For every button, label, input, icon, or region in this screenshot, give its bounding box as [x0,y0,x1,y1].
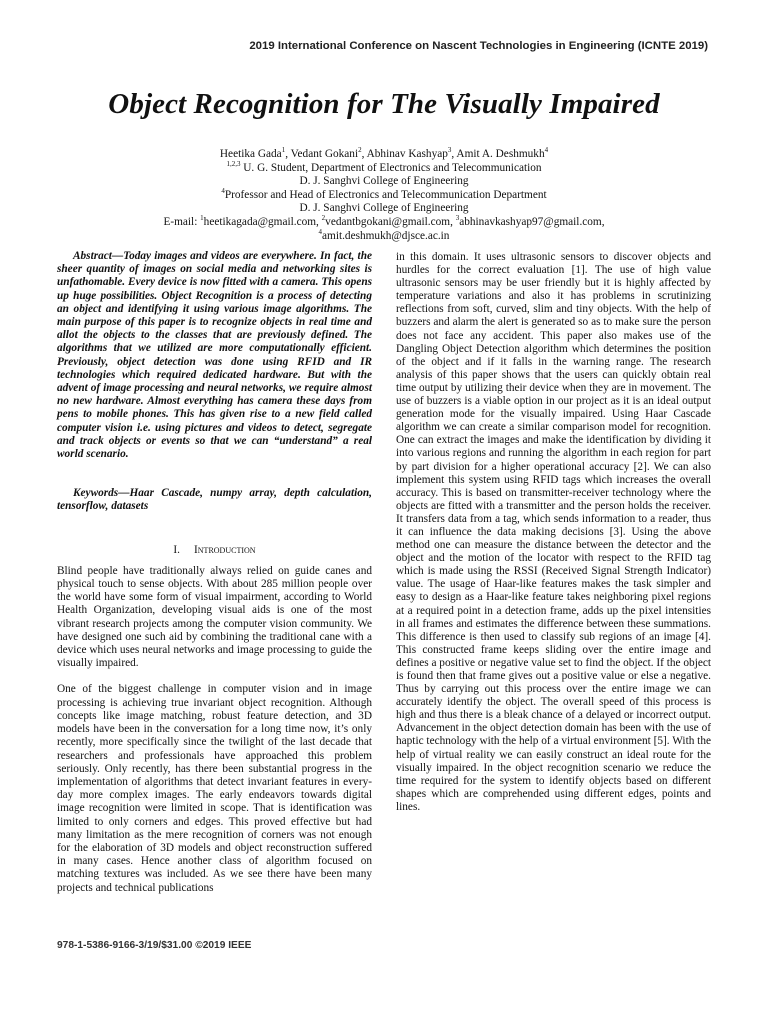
affiliation-text: Professor and Head of Electronics and Telecommunication Department [224,188,547,201]
email-sup: 3 [455,214,460,223]
email-address: heetikagada@gmail.com, [203,215,322,228]
email-sup: 1 [200,214,204,223]
conference-header: 2019 International Conference on Nascent Technologies in Engineering (ICNTE 2019) [249,40,708,52]
author-name: Heetika Gada [219,148,282,160]
email-sup: 4 [318,227,323,236]
affiliation-sup: 4 [221,187,225,196]
author-name: Abhinav Kashyap [366,148,448,160]
email-address: amit.deshmukh@djsce.ac.in [322,229,450,242]
paper-title: Object Recognition for The Visually Impaired [108,88,660,120]
author-block [60,148,708,243]
author-name: Vedant Gokani [290,148,359,160]
email-line-2 [60,227,708,244]
author-names: Heetika Gada$^1$, Vedant Gokani$^2$, Abhinav Kashyap$^3$, Amit A. Deshmukh$^4$ [219,146,549,160]
affiliation-text: U. G. Student, Department of Electronics and Telecommunication [240,161,542,174]
email-line [60,216,708,230]
left-column [57,250,372,908]
email-label: E-mail: [163,215,201,228]
section-name: Introduction [194,543,256,556]
author-name: Amit A. Deshmukh [456,148,545,160]
email-sup: 2 [321,214,326,223]
footer-isbn: 978-1-5386-9166-3/19/$31.00 ©2019 IEEE [57,940,252,951]
section-number: I. [173,543,181,556]
abstract-lead: Abstract— [73,250,124,262]
author-sup: 1 [281,146,286,155]
body-paragraph: in this domain. It uses ultrasonic sensors to discover objects and hurdles for the correct evaluation [1]. The use of high value ultrasonic sensors may be user friendly but it is highly affected by temperature variations and also it has problems in scrutinizing reflections from soft, curved, slim and tiny objects. With the help of buzzers and alarm the alert is generated so as to make sure the person does not face any accident. This paper also makes use of the Dangling Object Detection algorithm which determines the position of the object and if it falls in the warning range. The research analysis of this paper shows that the users can quickly obtain real time output by utilizing their device when they are in movement. The use of buzzers is a viable option in our project as it is an ideal output generation mode for the visually impaired. Using Haar Cascade algorithm we can create a similar comparison model for recognition. One can extract the images and make the identification by dividing it into various regions and running the algorithm in each region for part by part division for a higher operational accuracy [2]. We can also implement this system using RFID tags which increases the overall accuracy. This is based on transmitter-receiver technology where the objects are fitted with a transmitter and the person holds the receiver. It transfers data from a tag, which sends information to a reader, thus it can influence the data making decisions [3]. Using the above method one can measure the distance between the detector and the object and the motion of the locator with respect to the RFID tag which is made using the RSSI (Received Signal Strength Indicator) value. The usage of Haar-like features makes the task simpler and easy to design as a Haar-like feature takes neighboring pixel regions at a required point in a detection frame, adds up the pixel intensities in all frames and estimates the difference between these summations. This difference is then used to classify sub regions of an image [4]. This constructed frame keeps sliding over the entire image and defines a positive or negative value set to find the object. If the object is found then that frame gives out a positive value or else a negative. Thus by carrying out this process over the entire image we can accurately identify the object. The overall speed of this process is high and thus there is a bleak chance of a delayed or incorrect output. Advancement in the object detection domain has been with the use of haptic technology with the help of a virtual environment [5]. With the help of virtual reality we can easily construct an ideal route for the visually impaired. In the object recognition scenario we reduce the time required for the system to identify objects based on different shapes which are comprehended using different edges, points and lines. [396,251,711,813]
affiliation-sup: 1,2,3 [226,159,241,168]
author-sup: 2 [358,146,362,155]
keywords-lead: Keywords— [73,487,130,500]
body-paragraph: Blind people have traditionally always relied on guide canes and physical touch to sense objects. With about 285 million people over the world have some form of visual impairment, according to World Health Organization, developing visual aids is one of the most vibrant research projects among the computer vision community. We have designed one such aid by combining the traditional cane with a device which uses neural networks and image processing to guide the visually impaired. [57,564,372,670]
keywords [57,487,372,513]
affiliation-2 [60,189,708,203]
keywords-text: Haar Cascade, numpy array, depth calculation, tensorflow, datasets [57,487,372,513]
email-address: abhinavkashyap97@gmail.com, [459,215,605,228]
email-address: vedantbgokani@gmail.com, [325,215,456,228]
abstract [57,250,372,461]
affiliation-1-college: D. J. Sanghvi College of Engineering [299,175,469,188]
affiliation-2-college: D. J. Sanghvi College of Engineering [299,202,469,215]
body-paragraph: One of the biggest challenge in computer vision and in image processing is achieving true invariant object recognition. Although concepts like image matching, robust feature detection, and 3D models have been in the conversation for a long time now, it’s only recently, more specifically since the twilight of the last decade that researchers and professionals have approached this problem seriously. Only recently, has there been substantial progress in the implementation of algorithms that detect invariant features in every-day more complex images. The early endeavors towards digital image recognition were limited in scope. That is identification was limited to only corners and edges. This proved effective but had many limitation as the mere recognition of corners was not enough for the elaboration of 3D models and object reconstruction suffered in many cases. Hence another class of algorithm focused on matching textures was included. As we see there have been many projects and technical publications [57,683,372,894]
section-heading-introduction [57,544,372,557]
author-sup: 4 [544,146,549,155]
author-sup: 3 [447,146,452,155]
affiliation-1 [60,159,708,176]
abstract-text: Today images and videos are everywhere. In fact, the sheer quantity of images on social media and networking sites is unfathomable. Every device is now fitted with a camera. This opens up huge possibilities. Object Recognition is a process of detecting an object and identifying it using various image algorithms. The main purpose of this paper is to recognize objects in real time and allot the objects to the classes that are previously defined. The algorithms that we utilized are more computationally efficient. Previously, object detection was done using RFID and IR technologies which required dedicated hardware. But with the advent of image processing and neural networks, we require almost no new hardware. Almost everything has camera these days from pens to mobile phones. This has given rise to a new field called computer vision i.e. using pictures and videos to detect, segregate and track objects or events so that we can “understand” a real world scenario. [57,250,372,461]
right-column [396,251,711,814]
